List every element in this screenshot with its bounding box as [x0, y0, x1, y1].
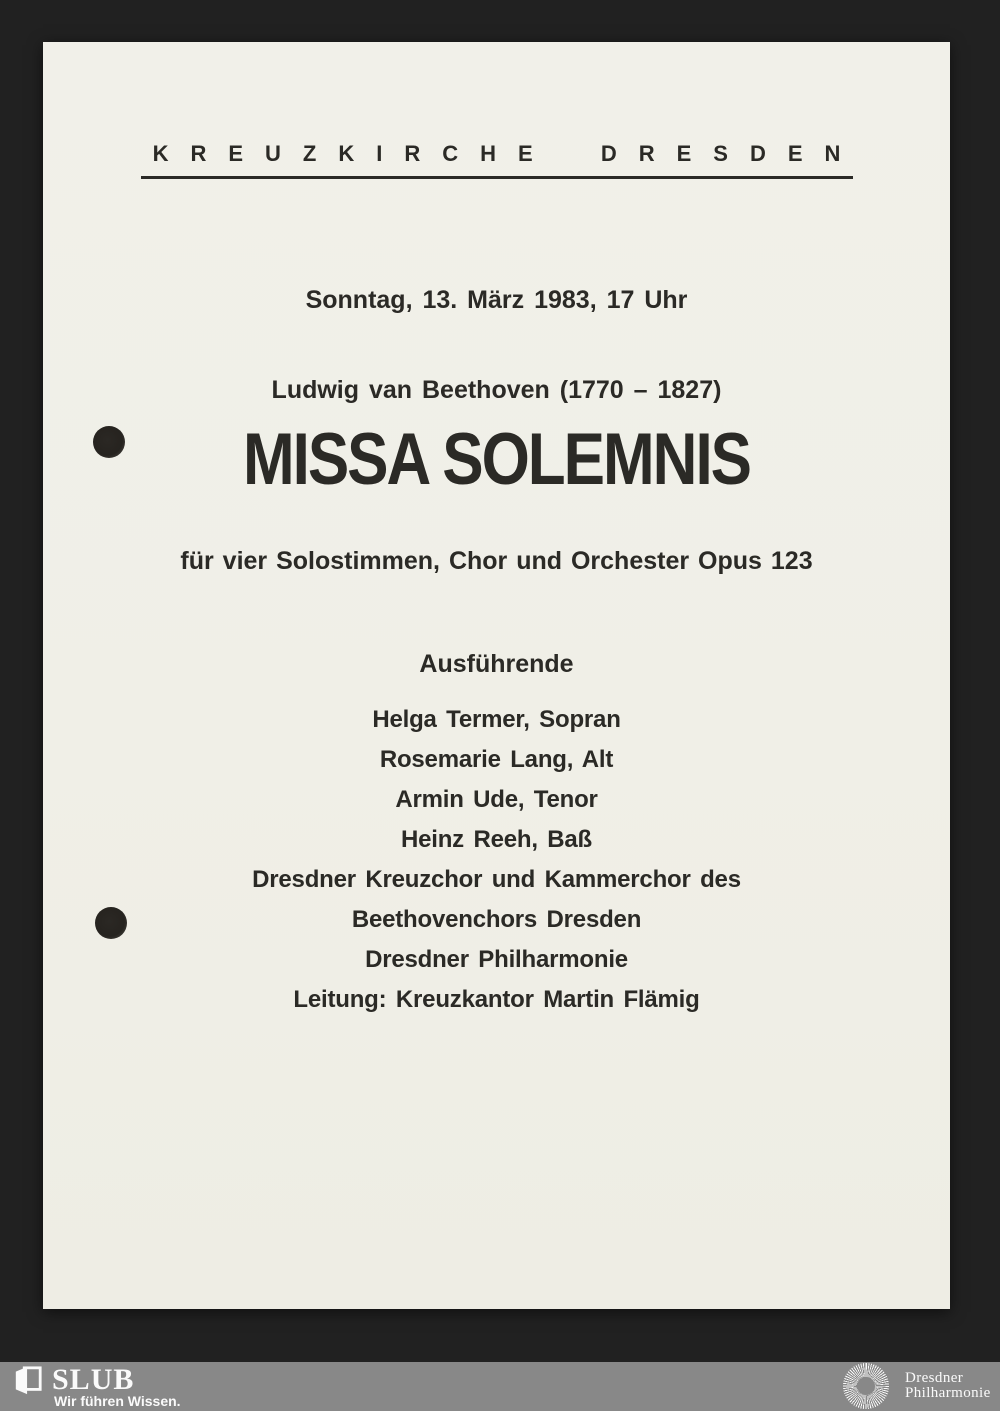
slub-book-icon: [13, 1365, 43, 1401]
philharmonie-name-line1: Dresdner: [905, 1370, 964, 1386]
concert-date: Sonntag, 13. März 1983, 17 Uhr: [305, 286, 688, 314]
venue-header-underline: [141, 176, 853, 179]
philharmonie-sunburst-icon: [843, 1363, 889, 1409]
philharmonie-logo-text: [905, 1371, 991, 1401]
performer-line: Dresdner Philharmonie: [365, 946, 628, 973]
performer-line: Dresdner Kreuzchor und Kammerchor des: [252, 866, 741, 893]
performer-line: Armin Ude, Tenor: [395, 786, 598, 813]
performer-line: Rosemarie Lang, Alt: [379, 746, 614, 773]
slub-logo-text: SLUB: [52, 1363, 135, 1396]
performers-heading: Ausführende: [419, 650, 574, 678]
performers-list: [43, 700, 950, 1020]
performer-line: Leitung: Kreuzkantor Martin Flämig: [293, 986, 700, 1013]
performer-line: Helga Termer, Sopran: [372, 706, 621, 733]
philharmonie-name-line2: Philharmonie: [905, 1385, 991, 1401]
performer-line: Heinz Reeh, Baß: [400, 826, 593, 853]
slub-tagline: Wir führen Wissen.: [54, 1393, 181, 1409]
performer-line: Beethovenchors Dresden: [351, 906, 642, 933]
library-watermark-bar: [0, 1362, 1000, 1411]
work-title: MISSA SOLEMNIS: [242, 419, 751, 501]
work-subtitle: für vier Solostimmen, Chor und Orchester Opus 123: [180, 547, 813, 575]
program-page: [43, 42, 950, 1309]
venue-header: KREUZKIRCHE DRESDEN: [152, 141, 863, 166]
composer-line: Ludwig van Beethoven (1770 – 1827): [271, 376, 722, 404]
